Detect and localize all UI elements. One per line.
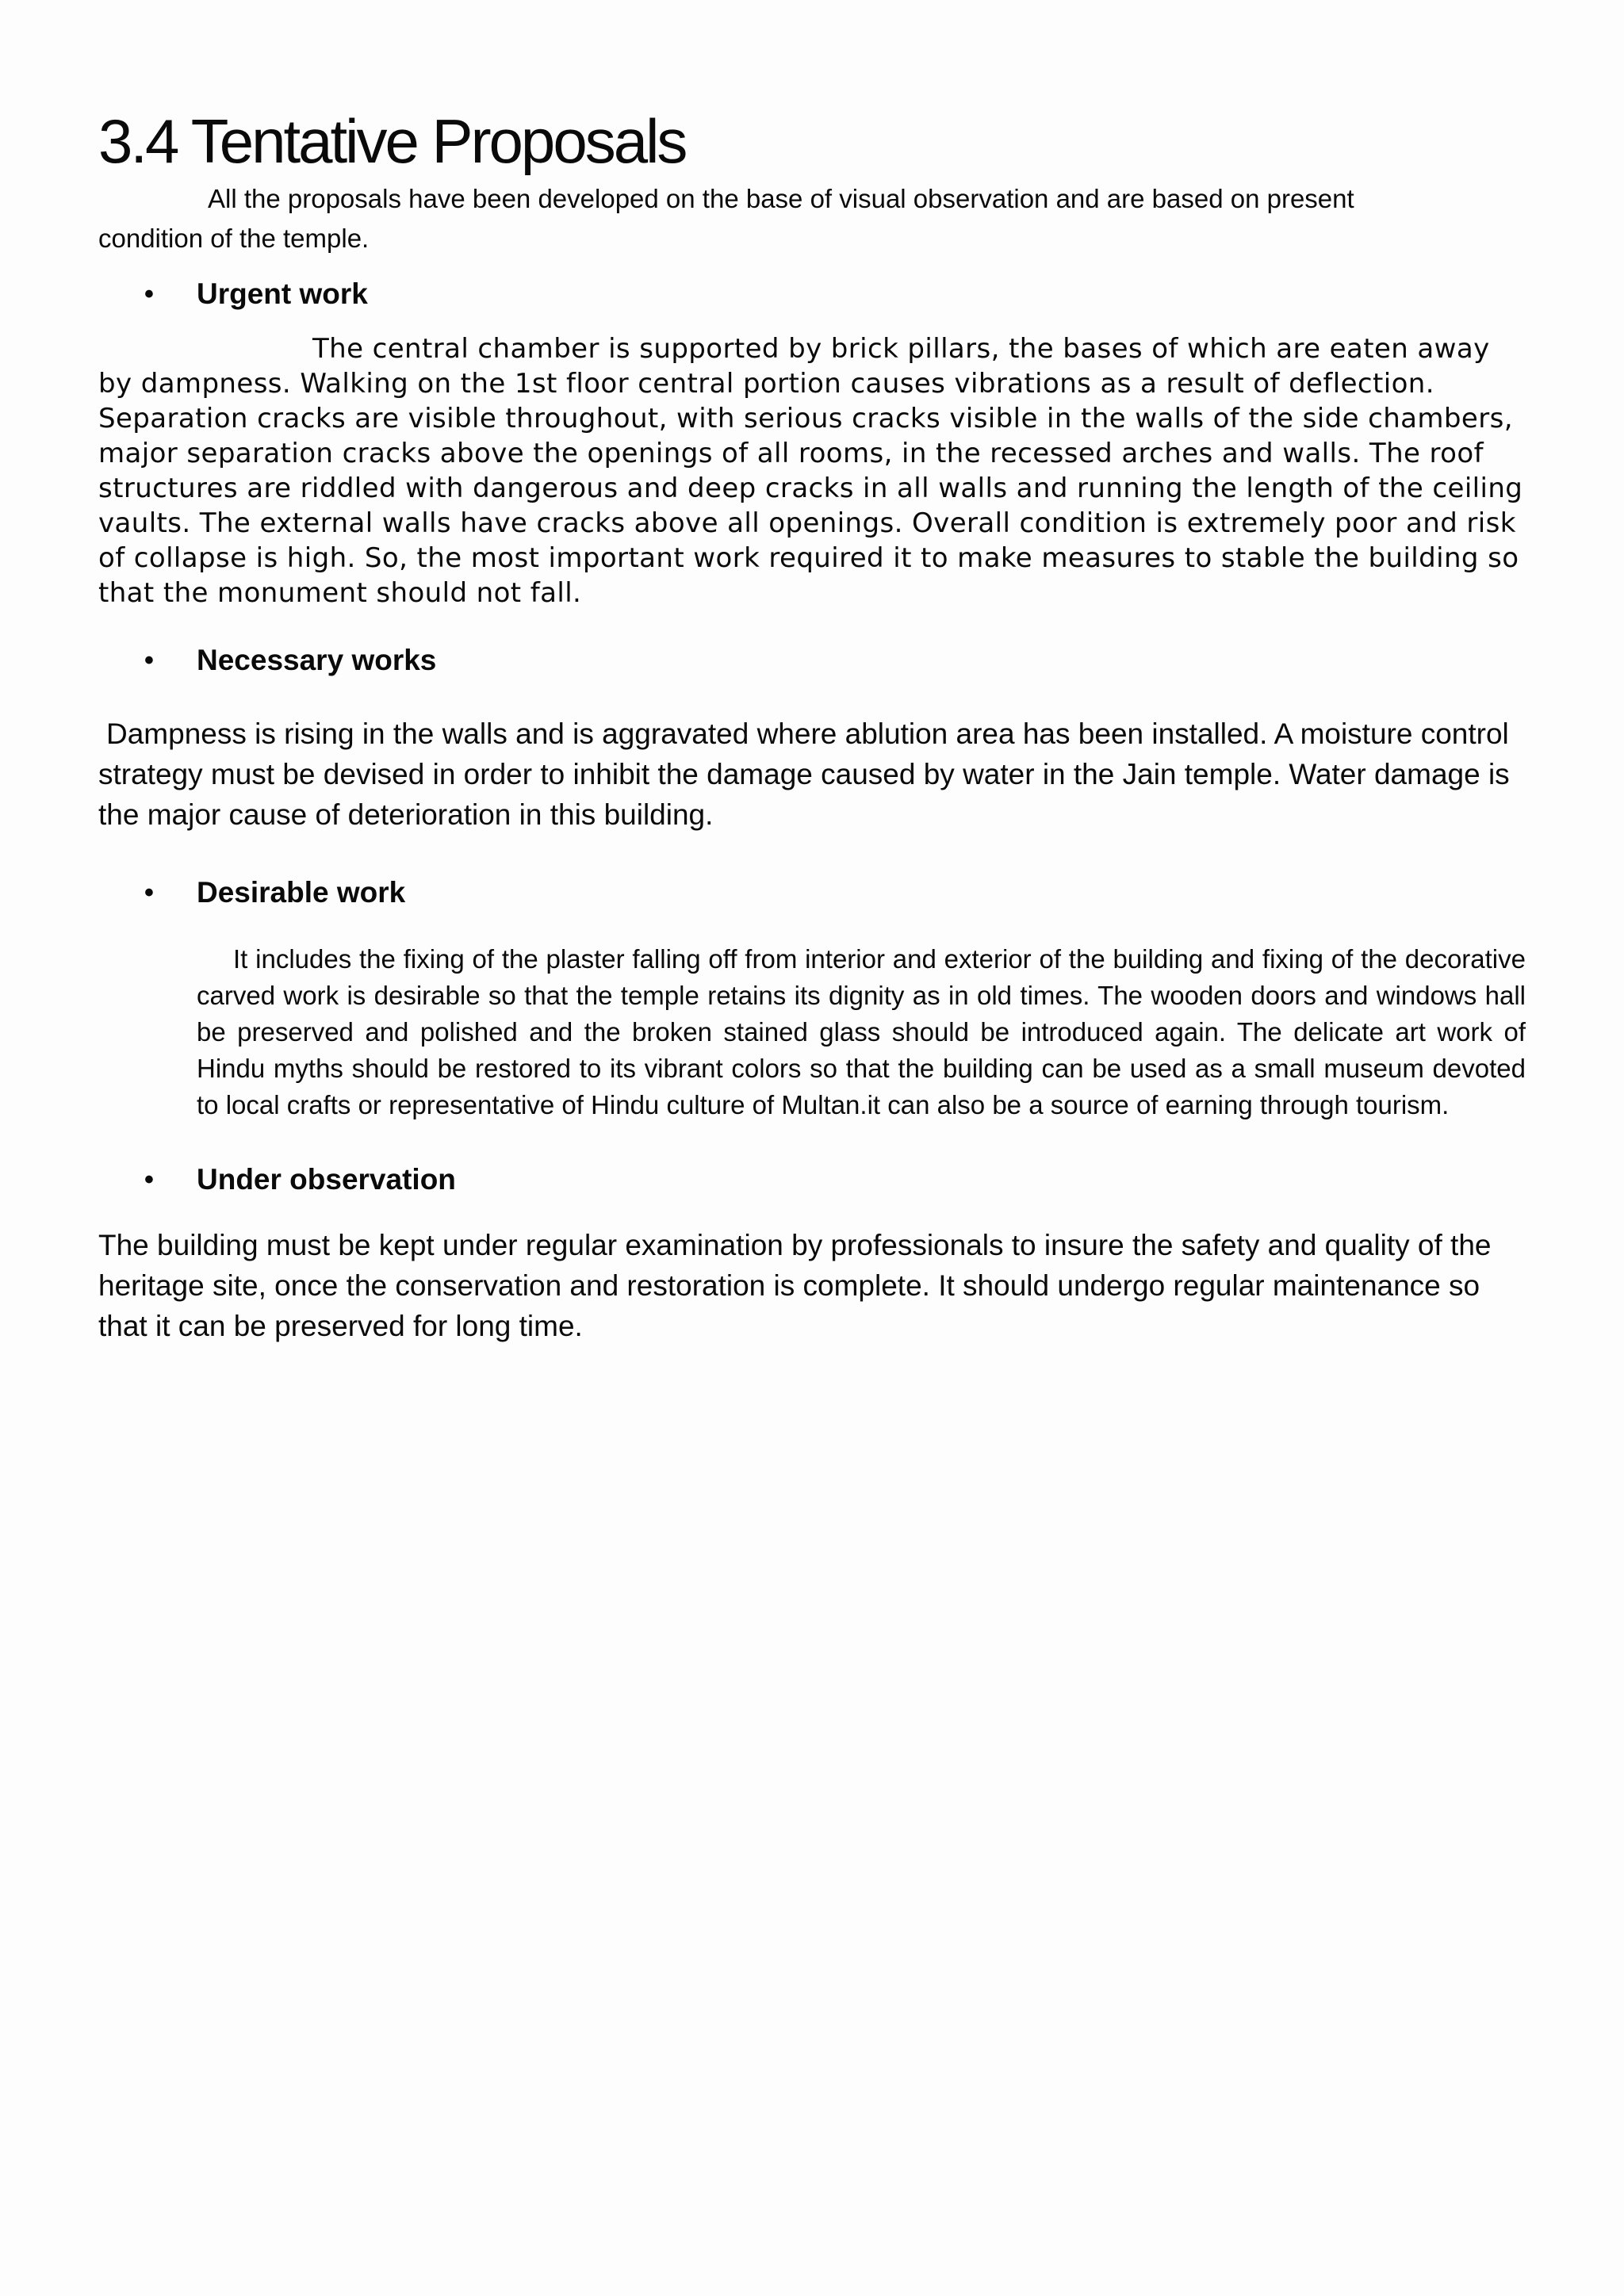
desirable-work-paragraph: It includes the fixing of the plaster falling off from interior and exterior of the building and fixing of the decorative carved work is desirable so that the temple retains its dignity as in old times. The wooden doors and windows hall be preserved and polished and the broken stained glass should be introduced again. The delicate art work of Hindu myths should be restored to its vibrant colors so that the building can be used as a small museum devoted to local crafts or representative of Hindu culture of Multan.it can also be a source of earning through tourism. [197,944,1526,1119]
bullet-icon: • [144,278,154,309]
section-heading-desirable-work [98,873,1526,913]
bullet-icon: • [144,1164,154,1195]
urgent-work-paragraph: The central chamber is supported by brick pillars, the bases of which are eaten away by dampness. Walking on the 1st floor central portion causes vibrations as a result of deflection. Separation cracks are visible throughout, with serious cracks visible in the walls of the side chambers, major separation cracks above the openings of all rooms, in the recessed arches and walls. The roof structures are riddled with dangerous and deep cracks in all walls and running the length of the ceiling vaults. The external walls have cracks above all openings. Overall condition is extremely poor and risk of collapse is high. So, the most important work required it to make measures to stable the building so that the monument should not fall. [98,333,1523,609]
section-heading-label: Urgent work [197,277,368,310]
section-heading-under-observation [98,1160,1526,1200]
necessary-works-paragraph: Dampness is rising in the walls and is aggravated where ablution area has been installed. A moisture control strategy must be devised in order to inhibit the damage caused by water in the Jain temple. Water damage is the major cause of deterioration in this building. [98,718,1510,831]
bullet-icon: • [144,877,154,908]
page-title: 3.4 Tentative Proposals [98,106,686,176]
section-heading-necessary-works [98,641,1526,680]
document-page [98,103,1526,1346]
bullet-icon: • [144,645,154,675]
section-heading-label: Necessary works [197,644,437,676]
section-heading-label: Under observation [197,1163,456,1196]
intro-paragraph: All the proposals have been developed on the base of visual observation and are based on present condition of the temple. [98,184,1354,253]
under-observation-paragraph: The building must be kept under regular examination by professionals to insure the safety and quality of the heritage site, once the conservation and restoration is complete. It should undergo regular maintenance so that it can be preserved for long time. [98,1229,1492,1342]
section-heading-urgent-work [98,274,1526,314]
section-heading-label: Desirable work [197,876,406,909]
